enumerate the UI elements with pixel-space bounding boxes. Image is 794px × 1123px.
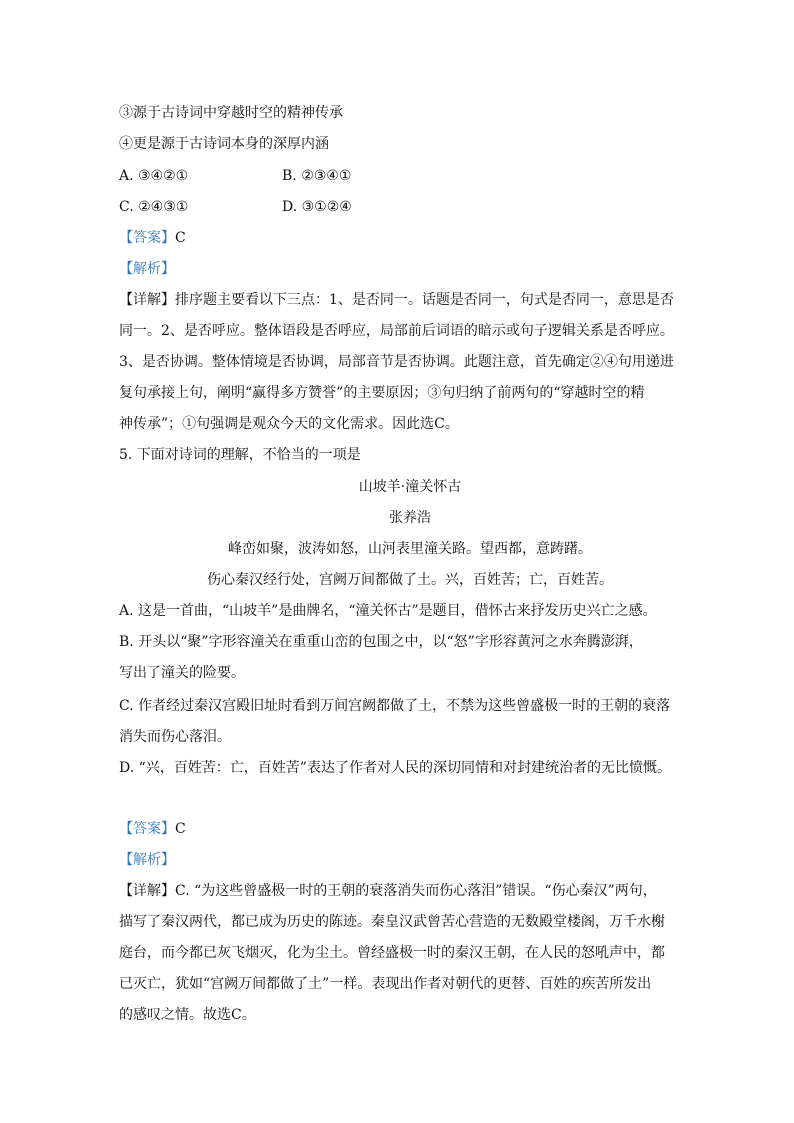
poem-title: 山坡羊·潼关怀古 bbox=[358, 479, 462, 495]
q4-option-d: D. ③①②④ bbox=[282, 199, 352, 215]
q4-option-b: B. ②③④① bbox=[282, 168, 352, 184]
q4-options-row-1 bbox=[119, 166, 352, 186]
q5-detail-line-4: 已灭亡，犹如“宫阙万间都做了土”一样。表现出作者对朝代的更替、百姓的疾苦所发出 bbox=[119, 976, 652, 992]
q5-answer bbox=[119, 819, 186, 839]
q5-option-a: A. 这是一首曲，“山坡羊”是曲牌名，“潼关怀古”是题目，借怀古来抒发历史兴亡之感。 bbox=[119, 603, 657, 619]
poem-author: 张养浩 bbox=[389, 510, 431, 526]
q4-detail-line-5: 神传承”；①句强调是观众今天的文化需求。因此选C。 bbox=[119, 416, 459, 432]
q4-option-c: C. ②④③① bbox=[119, 199, 189, 215]
poem-line-2: 伤心秦汉经行处，宫阙万间都做了土。兴，百姓苦；亡，百姓苦。 bbox=[207, 572, 613, 588]
q5-option-b-line-2: 写出了潼关的险要。 bbox=[119, 665, 245, 681]
q4-detail-line-3: 3、是否协调。整体情境是否协调，局部音节是否协调。此题注意，首先确定②④句用递进 bbox=[119, 354, 674, 370]
q4-item-3: ③源于古诗词中穿越时空的精神传承 bbox=[119, 105, 343, 121]
q4-detail-line-4: 复句承接上句，阐明“赢得多方赞誉”的主要原因；③句归纳了前两句的“穿越时空的精 bbox=[119, 385, 645, 401]
answer-label: 【答案】 bbox=[119, 230, 175, 246]
q4-analysis-label: 【解析】 bbox=[119, 261, 175, 277]
q5-detail-line-5: 的感叹之情。故选C。 bbox=[119, 1007, 256, 1023]
q5-stem: 5. 下面对诗词的理解，不恰当的一项是 bbox=[119, 447, 361, 463]
q4-option-a: A. ③④②① bbox=[119, 168, 189, 184]
answer-value: C bbox=[175, 230, 186, 246]
q4-detail-line-1: 【详解】排序题主要看以下三点：1、是否同一。话题是否同一，句式是否同一，意思是否 bbox=[119, 292, 674, 308]
detail-label: 【详解】 bbox=[119, 883, 175, 899]
q4-item-4: ④更是源于古诗词本身的深厚内涵 bbox=[119, 136, 329, 152]
q4-detail-line-2: 同一。2、是否呼应。整体语段是否呼应，局部前后词语的暗示或句子逻辑关系是否呼应。 bbox=[119, 323, 674, 339]
answer-label: 【答案】 bbox=[119, 821, 175, 837]
q5-detail-line-3: 庭台，而今都已灰飞烟灭，化为尘土。曾经盛极一时的秦汉王朝，在人民的怒吼声中，都 bbox=[119, 945, 665, 961]
q5-analysis-label: 【解析】 bbox=[119, 852, 175, 868]
q5-option-d: D. “兴，百姓苦：亡，百姓苦”表达了作者对人民的深切同情和对封建统治者的无比愤慨。 bbox=[119, 760, 671, 776]
q5-option-c-line-1: C. 作者经过秦汉宫殿旧址时看到万间宫阙都做了土，不禁为这些曾盛极一时的王朝的衰落 bbox=[119, 698, 671, 714]
q5-option-c-line-2: 消失而伤心落泪。 bbox=[119, 729, 231, 745]
q5-detail-line-1: 【详解】C. “为这些曾盛极一时的王朝的衰落消失而伤心落泪”错误。“伤心秦汉”两句， bbox=[119, 883, 657, 899]
q5-detail-line-2: 描写了秦汉两代，都已成为历史的陈迹。秦皇汉武曾苦心营造的无数殿堂楼阁，万千水榭 bbox=[119, 914, 665, 930]
q5-option-b-line-1: B. 开头以“聚”字形容潼关在重重山峦的包围之中，以“怒”字形容黄河之水奔腾澎湃， bbox=[119, 634, 643, 650]
poem-line-1: 峰峦如聚，波涛如怒，山河表里潼关路。望西都，意踌躇。 bbox=[228, 541, 592, 557]
q4-options-row-2 bbox=[119, 197, 352, 217]
answer-value: C bbox=[175, 821, 186, 837]
q4-answer bbox=[119, 228, 186, 248]
detail-label: 【详解】 bbox=[119, 292, 175, 308]
